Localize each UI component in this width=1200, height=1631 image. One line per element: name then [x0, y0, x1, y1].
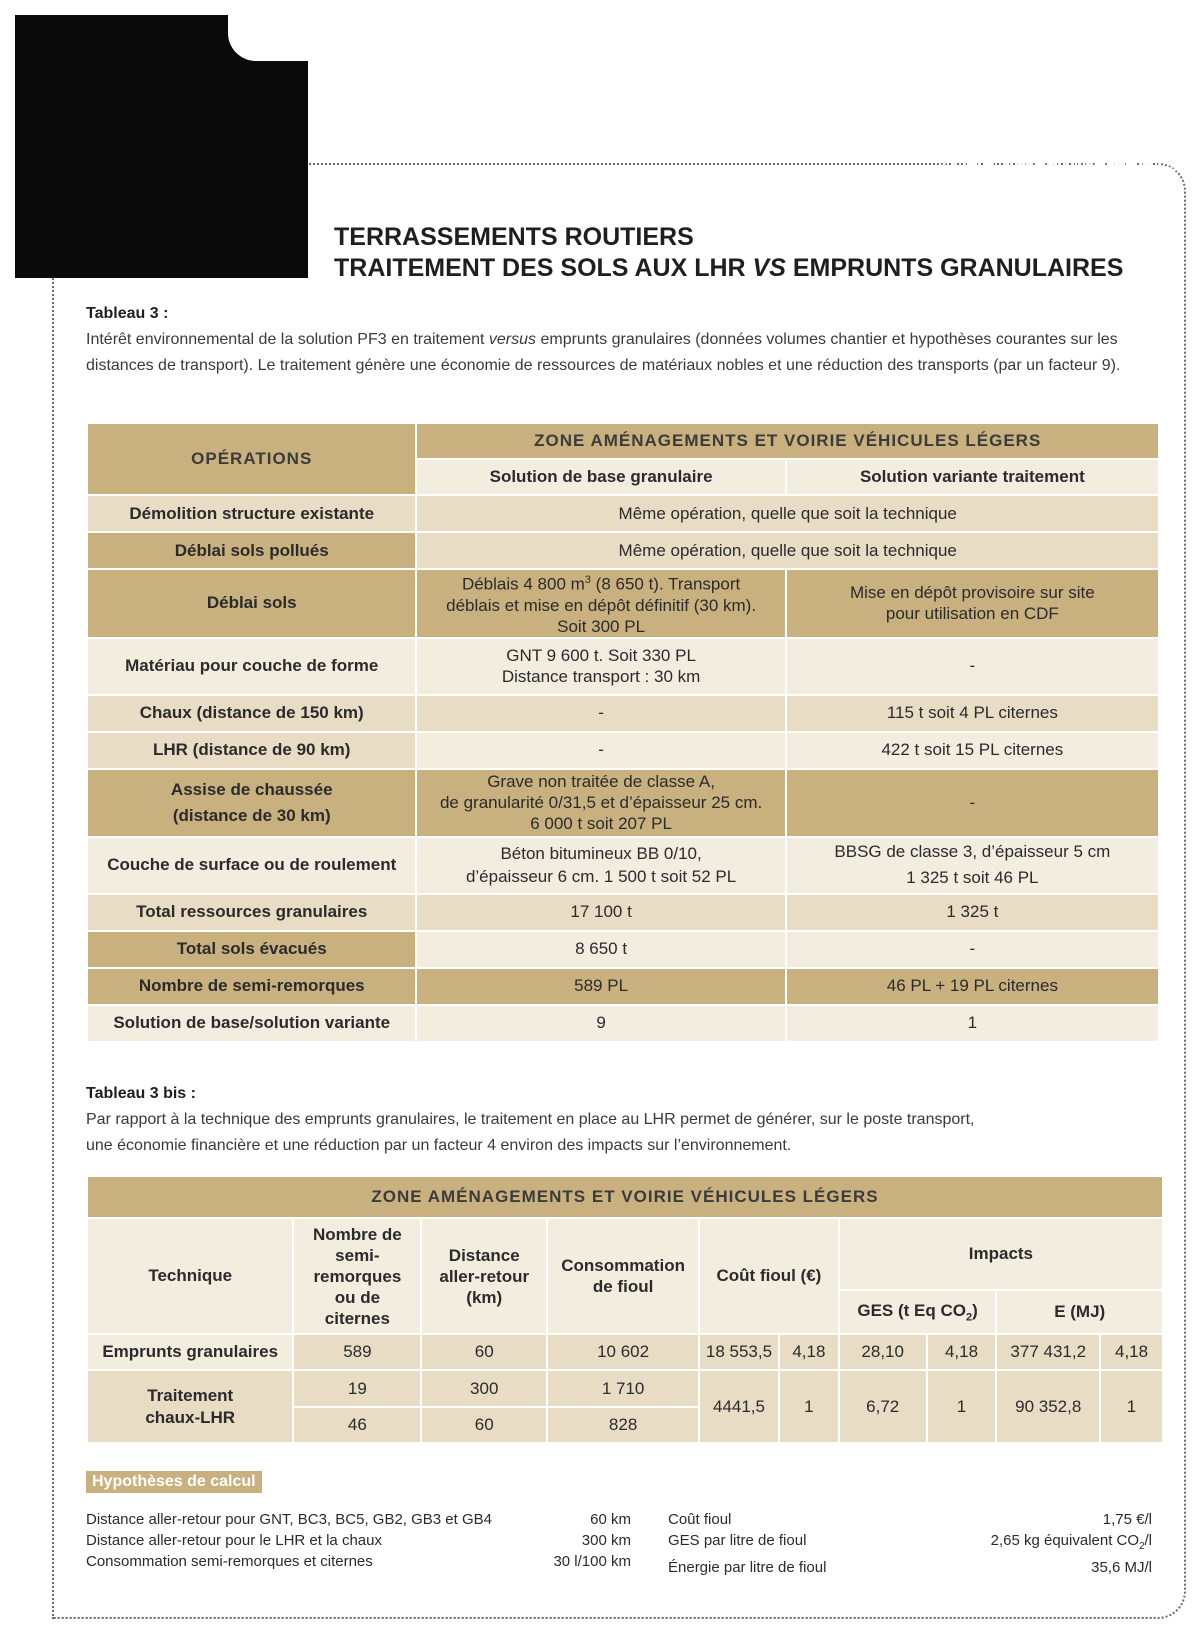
col-variante-header: Solution variante traitement [786, 459, 1159, 495]
main-title-line1: TERRASSEMENTS ROUTIERS [334, 223, 694, 251]
operations-header: OPÉRATIONS [87, 423, 416, 495]
encart-title: ENCART ENVIRONNEMENTAL ZONE AMÉNAGEMENTS ET VOIRIE VÉHICULES LÉGERS [938, 101, 1180, 228]
table3bis [86, 1175, 1164, 1444]
list-item: Coût fioul 1,75 €/l [668, 1511, 1152, 1528]
table-row: Nombre de semi-remorques 589 PL 46 PL + 19 PL citernes [87, 968, 1159, 1005]
table-row: LHR (distance de 90 km) - 422 t soit 15 PL citernes [87, 732, 1159, 769]
zone-header: ZONE AMÉNAGEMENTS ET VOIRIE VÉHICULES LÉGERS [416, 423, 1159, 459]
table-row: Traitement chaux-LHR 19 300 1 710 4441,5 1 6,72 1 90 352,8 1 [87, 1370, 1163, 1407]
h-impacts: Impacts [839, 1218, 1163, 1290]
h-e: E (MJ) [996, 1290, 1163, 1334]
table-row: Démolition structure existante Même opération, quelle que soit la technique [87, 495, 1159, 532]
table-row: Couche de surface ou de roulement Béton bitumineux BB 0/10, d’épaisseur 6 cm. 1 500 t soit 52 PL BBSG de classe 3, d’épaisseur 5 cm 1 325 t soit 46 PL [87, 837, 1159, 894]
h-ges: GES (t Eq $CO_2$) [839, 1290, 997, 1334]
table-row: Solution de base/solution variante 9 1 [87, 1005, 1159, 1042]
table3 [86, 422, 1160, 1043]
list-item: Consommation semi-remorques et citernes 30 l/100 km [86, 1553, 631, 1570]
list-item: GES par litre de fioul 2,65 kg équivalent $CO_2/l$ [668, 1532, 1152, 1552]
list-item: Distance aller-retour pour le LHR et la chaux 300 km [86, 1532, 631, 1549]
table-row: Déblai sols Déblais 4 800 $m^3$ (8 650 t). Transport déblais et mise en dépôt définitif (30 km). Soit 300 PL Mise en dépôt provisoire sur site pour utilisation en CDF [87, 569, 1159, 638]
table3-caption-text: Intérêt environnemental de la solution PF3 en traitement versus emprunts granulaires (données volumes chantier et hypothèses courantes sur les distances de transport). Le traitement génère une économie de ressources de matériaux nobles et une réduction des transports (par un facteur 9). [86, 331, 1121, 374]
table-row: Matériau pour couche de forme GNT 9 600 t. Soit 330 PL Distance transport : 30 km - [87, 638, 1159, 695]
table3-caption [86, 301, 1166, 379]
table-row: 46 60 828 [87, 1407, 1163, 1443]
table3bis-zone-header: ZONE AMÉNAGEMENTS ET VOIRIE VÉHICULES LÉGERS [87, 1176, 1163, 1218]
h-conso: Consommation de fioul [547, 1218, 699, 1334]
hypotheses-right [668, 1509, 1152, 1578]
table-row: Total sols évacués 8 650 t - [87, 931, 1159, 968]
h-technique: Technique [87, 1218, 293, 1334]
table-row: Chaux (distance de 150 km) - 115 t soit 4 PL citernes [87, 695, 1159, 732]
hypotheses-tag: Hypothèses de calcul [86, 1471, 262, 1493]
main-title-line2: TRAITEMENT DES SOLS AUX LHR VS EMPRUNTS GRANULAIRES [334, 254, 1124, 282]
h-distance: Distance aller-retour (km) [421, 1218, 547, 1334]
col-base-header: Solution de base granulaire [416, 459, 785, 495]
hypotheses-left [86, 1509, 631, 1572]
table3-caption-title: Tableau 3 : [86, 305, 169, 322]
table-row: Déblai sols pollués Même opération, quelle que soit la technique [87, 532, 1159, 569]
table3bis-caption-title: Tableau 3 bis : [86, 1085, 196, 1102]
h-cout: Coût fioul (€) [699, 1218, 839, 1334]
encart-notch [228, 15, 310, 61]
table-row: Assise de chaussée (distance de 30 km) Grave non traitée de classe A, de granularité 0/31,5 et d’épaisseur 25 cm. 6 000 t soit 207 PL - [87, 769, 1159, 837]
table-row: Emprunts granulaires 589 60 10 602 18 553,5 4,18 28,10 4,18 377 431,2 4,18 [87, 1334, 1163, 1370]
table3bis-caption: Tableau 3 bis : Par rapport à la technique des emprunts granulaires, le traitement en place au LHR permet de générer, sur le poste transport, une économie financière et une réduction par un facteur 4 environ des impacts sur l’environnement. [86, 1081, 1166, 1159]
list-item: Distance aller-retour pour GNT, BC3, BC5, GB2, GB3 et GB4 60 km [86, 1511, 631, 1528]
list-item: Énergie par litre de fioul 35,6 MJ/l [668, 1559, 1152, 1576]
main-title [334, 222, 1123, 284]
h-nombre: Nombre de semi-remorques ou de citernes [293, 1218, 421, 1334]
table-row: Total ressources granulaires 17 100 t 1 325 t [87, 894, 1159, 931]
